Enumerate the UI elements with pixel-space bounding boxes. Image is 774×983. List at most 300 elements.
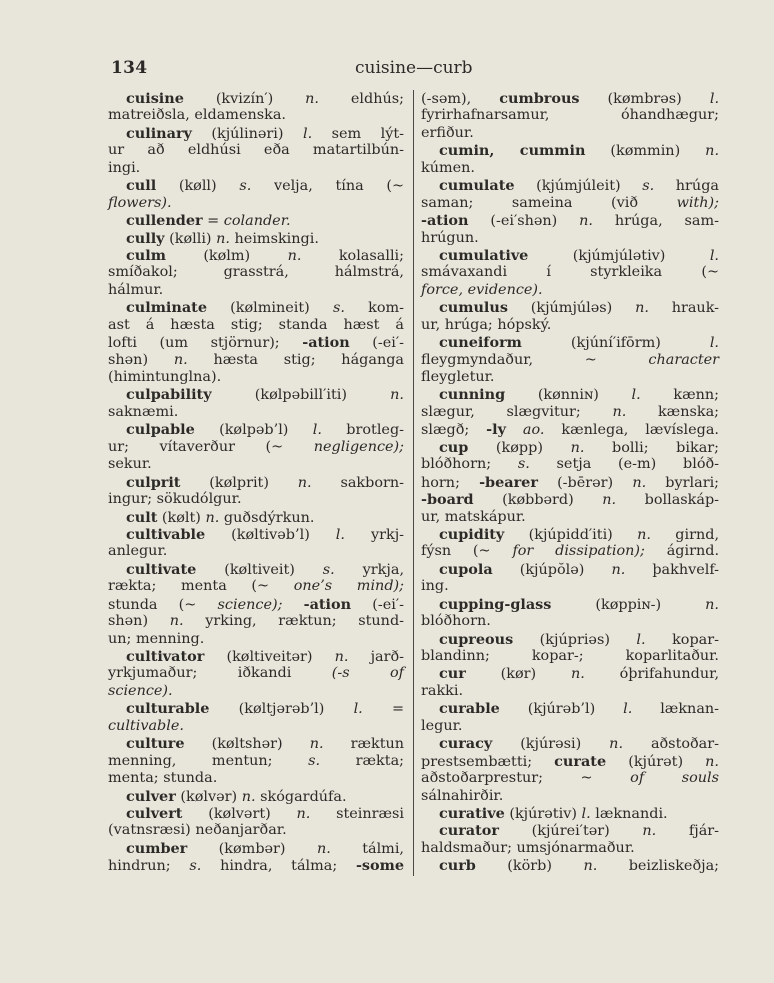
definition-text: (kjúmjúleit)	[536, 178, 621, 195]
definition-text: sakborn-	[340, 474, 405, 491]
italic-text: l.	[709, 91, 720, 107]
italic-text: l.	[709, 247, 720, 264]
definition-text: (vatnsræsi) neðanjarðar.	[108, 822, 287, 839]
headword: cupidity	[439, 525, 505, 543]
italic-text: colander.	[223, 213, 291, 230]
definition-text: ræktun	[350, 736, 405, 753]
headword: cultivable	[126, 525, 206, 543]
definition-text: (kjúpriəs)	[539, 631, 610, 648]
italic-text: s.	[642, 178, 655, 195]
definition-text: yrkjumaður; iðkandi	[108, 665, 292, 682]
definition-text: blóðhorn;	[421, 456, 492, 473]
entry-line	[421, 735, 719, 752]
headword: cuisine	[126, 90, 184, 107]
definition-text: velja, tína (~	[273, 178, 405, 195]
entry-line	[108, 439, 404, 456]
entry-line	[108, 282, 404, 299]
entry-line	[108, 421, 404, 438]
entry-line	[421, 421, 719, 438]
headword: cuneiform	[439, 334, 522, 352]
headword: curable	[439, 700, 500, 718]
definition-text: ur að eldhúsi eða matartilbún-	[108, 142, 404, 159]
definition-text: (kølli)	[169, 230, 212, 247]
definition-text: girnd,	[675, 526, 720, 543]
right-column	[421, 90, 719, 875]
headword: cull	[126, 177, 157, 195]
headword: -board	[421, 491, 474, 509]
entry-line	[421, 404, 719, 421]
headword: cupreous	[439, 630, 514, 648]
entry-line	[421, 247, 719, 264]
entry-line	[108, 840, 404, 857]
headword: culm	[126, 246, 166, 264]
entry-line	[421, 718, 719, 735]
entry-line	[421, 282, 719, 299]
definition-text: jarð-	[370, 649, 405, 665]
entry-line	[108, 195, 404, 212]
definition-text: stunda (~	[108, 596, 197, 613]
entry-line	[108, 317, 404, 334]
column-divider	[413, 90, 414, 876]
headword: cultivate	[126, 560, 197, 578]
italic-text: n.	[241, 788, 256, 805]
definition-text: (kønniɴ)	[537, 387, 599, 404]
entry-line	[421, 578, 719, 595]
definition-text: beizliskeðja;	[628, 858, 719, 875]
definition-text: (kjúní′ifōrm)	[570, 335, 661, 352]
entry-line	[421, 753, 719, 770]
definition-text: ingur; sökudólgur.	[108, 491, 242, 508]
definition-text: (kjúpŏlə)	[519, 561, 585, 578]
italic-text: l.	[631, 387, 641, 404]
definition-text: fjár-	[688, 823, 720, 840]
headword: cumber	[126, 839, 188, 857]
entry-line	[421, 665, 719, 682]
entry-line	[108, 369, 404, 386]
headword: culprit	[126, 473, 181, 491]
entry-line	[108, 230, 404, 247]
italic-text: n.	[390, 387, 404, 404]
definition-text: anlegur.	[108, 543, 168, 560]
italic-text: s.	[239, 178, 252, 195]
entry-line	[421, 125, 719, 142]
definition-text: (himintunglna).	[108, 369, 222, 385]
entry-line	[108, 404, 404, 421]
entry-line	[421, 509, 719, 526]
italic-text: s.	[189, 858, 202, 875]
italic-text: n.	[612, 403, 627, 420]
definition-text: (køltshər)	[211, 736, 283, 753]
definition-text: yrking, ræktun; stund-	[205, 613, 405, 630]
headword: cumulate	[439, 177, 515, 195]
entry-line	[421, 683, 719, 700]
definition-text: un; menning.	[108, 630, 205, 647]
italic-text: science);	[217, 596, 283, 613]
definition-text: skógardúfa.	[260, 788, 347, 805]
definition-text: (kør)	[500, 666, 537, 683]
italic-text: n.	[609, 736, 624, 753]
italic-text: flowers).	[108, 194, 172, 211]
entry-line	[108, 805, 404, 822]
definition-text: (kømbrəs)	[607, 91, 682, 107]
entry-line	[108, 247, 404, 264]
definition-text: ur, hrúga; hópský.	[421, 316, 552, 333]
italic-text: n.	[173, 351, 188, 368]
entry-line	[421, 107, 719, 124]
headword: -ly	[486, 421, 506, 439]
italic-text: n.	[309, 736, 324, 753]
italic-text: n.	[705, 596, 719, 613]
running-head: cuisine—curb	[355, 58, 473, 78]
entry-line	[108, 90, 404, 107]
definition-text: rækta; menta (~	[108, 578, 270, 595]
definition-text: (kømmin)	[610, 143, 681, 160]
italic-text: l.	[581, 805, 591, 822]
entry-line	[108, 735, 404, 752]
definition-text: lofti (um stjörnur);	[108, 335, 280, 352]
headword: culpable	[126, 421, 195, 439]
headword: cult	[126, 508, 158, 526]
definition-text: (kømbər)	[218, 840, 286, 857]
entry-line	[108, 142, 404, 159]
italic-text: l.	[312, 422, 322, 439]
definition-text: prestsembætti;	[421, 753, 533, 770]
italic-text: l.	[302, 125, 313, 142]
entry-line	[421, 264, 719, 281]
definition-text: matreiðsla, eldamenska.	[108, 107, 286, 124]
definition-text: setja (e-m) blóð-	[556, 456, 720, 473]
definition-text: ast á hæsta stig; standa hæst á	[108, 316, 404, 333]
italic-text: character	[648, 351, 720, 368]
headword: cumulus	[439, 299, 508, 317]
italic-text: n.	[642, 823, 657, 840]
definition-text: læknandi.	[595, 805, 668, 822]
entry-line	[421, 596, 719, 613]
definition-text: hrúga	[675, 178, 719, 195]
entry-line	[108, 352, 404, 369]
definition-text: eldhús;	[350, 91, 405, 107]
entry-line	[421, 317, 719, 334]
definition-text: yrkja,	[362, 561, 405, 578]
definition-text: óþrifahundur,	[619, 666, 720, 683]
definition-text: steinræsi	[336, 805, 405, 822]
headword: culpability	[126, 386, 212, 404]
definition-text: hrúga, sam-	[614, 213, 719, 230]
definition-text: kúmen.	[421, 159, 475, 176]
italic-text: s.	[308, 752, 321, 769]
entry-line	[421, 90, 719, 107]
definition-text: (kølmineit)	[230, 300, 310, 317]
definition-text: (køltiveitər)	[226, 649, 313, 665]
definition-text: (-ei′shən)	[490, 213, 558, 230]
entry-line	[421, 648, 719, 665]
entry-line	[421, 526, 719, 543]
entry-line	[108, 125, 404, 142]
italic-text: n.	[579, 213, 593, 230]
entry-line	[108, 386, 404, 403]
headword: culminate	[126, 299, 207, 317]
definition-text: (kølprit)	[209, 474, 269, 491]
definition-text: haldsmaður; umsjónarmaður.	[421, 839, 635, 856]
entry-line	[421, 857, 719, 874]
definition-text: ur, matskápur.	[421, 508, 526, 525]
definition-text: shən)	[108, 351, 149, 368]
definition-text: byrlari;	[665, 474, 720, 491]
headword: culturable	[126, 700, 210, 718]
italic-text: of souls	[630, 770, 720, 787]
entry-line	[421, 613, 719, 630]
definition-text: (kjúrəb’l)	[527, 701, 596, 718]
left-column	[108, 90, 404, 875]
definition-text: (køltivəb’l)	[231, 526, 310, 543]
italic-text: n.	[216, 230, 230, 247]
italic-text: l.	[636, 631, 646, 648]
definition-text: (körb)	[507, 858, 553, 875]
definition-text: slægur, slægvitur;	[421, 403, 581, 420]
headword: cumin, cummin	[439, 142, 586, 160]
definition-text: ur; vítaverður (~	[108, 438, 284, 455]
definition-text: (kjúpidd′iti)	[528, 526, 613, 543]
headword: cupola	[439, 560, 493, 578]
italic-text: with);	[676, 194, 720, 211]
headword: curate	[554, 752, 607, 770]
headword: curative	[439, 804, 505, 822]
entry-line	[108, 753, 404, 770]
definition-text: (køll)	[178, 178, 217, 195]
definition-text: (kølpəb’l)	[219, 422, 289, 439]
definition-text: (kjúmjúlətiv)	[572, 247, 666, 264]
italic-text: science).	[108, 682, 173, 699]
definition-text: rækta;	[355, 752, 404, 769]
italic-text: s.	[332, 300, 345, 317]
definition-text: fyrirhafnarsamur, óhandhægur;	[421, 107, 719, 124]
definition-text: (kjúrei′tər)	[531, 823, 610, 840]
definition-text: sem lýt-	[331, 125, 405, 142]
definition-text: kænn;	[673, 387, 720, 404]
entry-line	[108, 822, 404, 839]
entry-line	[108, 683, 404, 700]
definition-text: aðstoðarprestur; ~	[421, 770, 593, 787]
entry-line	[421, 840, 719, 857]
italic-text: n.	[570, 439, 585, 456]
headword: -ation	[303, 595, 352, 613]
definition-text: sekur.	[108, 456, 152, 473]
definition-text: bolli; bikar;	[612, 439, 719, 456]
definition-text: kopar-	[672, 631, 719, 648]
definition-text: (kølm)	[203, 247, 251, 264]
definition-text: sálnahirðir.	[421, 787, 504, 804]
headword: curb	[439, 857, 476, 875]
entry-line	[108, 770, 404, 787]
page-number: 134	[111, 58, 148, 78]
entry-line	[108, 264, 404, 281]
entry-line	[108, 474, 404, 491]
entry-line	[108, 561, 404, 578]
entry-line	[108, 578, 404, 595]
entry-line	[108, 526, 404, 543]
entry-line	[108, 491, 404, 508]
italic-text: n.	[583, 858, 598, 875]
italic-text: n.	[169, 613, 184, 630]
italic-text: cultivable.	[108, 717, 184, 734]
definition-text: shən)	[108, 613, 149, 630]
definition-text: ing.	[421, 578, 449, 595]
entry-line	[421, 822, 719, 839]
italic-text: n.	[297, 474, 312, 491]
entry-line	[421, 474, 719, 491]
entry-line	[421, 543, 719, 560]
entry-line	[421, 770, 719, 787]
definition-text: smávaxandi í styrkleika (~	[421, 264, 719, 281]
italic-text: n.	[334, 649, 349, 665]
italic-text: n.	[632, 474, 647, 491]
entry-line	[108, 543, 404, 560]
italic-text: force, evidence).	[421, 281, 543, 298]
definition-text: erfiður.	[421, 124, 474, 141]
entry-line	[108, 631, 404, 648]
headword: cully	[126, 229, 165, 247]
definition-text: kolasalli;	[338, 247, 404, 264]
entry-line	[421, 491, 719, 508]
definition-text: læknan-	[660, 701, 720, 718]
definition-text: (-səm),	[421, 91, 472, 107]
definition-text: aðstoðar-	[650, 736, 719, 753]
definition-text: fleygmyndaður, ~	[421, 351, 597, 368]
entry-line	[421, 212, 719, 229]
entry-line	[421, 631, 719, 648]
entry-line	[421, 805, 719, 822]
headword: -bearer	[479, 473, 538, 491]
italic-text: l.	[335, 526, 345, 543]
headword: culver	[126, 787, 176, 805]
definition-text: (kvizín′)	[215, 91, 274, 107]
entry-line	[108, 718, 404, 735]
entry-line	[421, 788, 719, 805]
definition-text: kænska;	[657, 403, 720, 420]
italic-text: n.	[705, 753, 719, 770]
entry-line	[108, 788, 404, 805]
italic-text: n.	[205, 509, 220, 526]
definition-text: (kjúmjúləs)	[530, 300, 613, 317]
definition-text: (kjúrəsi)	[520, 736, 582, 753]
headword: culinary	[126, 124, 192, 142]
definition-text: (kjúrət)	[628, 753, 684, 770]
entry-line	[421, 299, 719, 316]
definition-text: blandinn; kopar-; koparlitaður.	[421, 648, 719, 664]
headword: culvert	[126, 804, 183, 822]
italic-text: n.	[611, 561, 626, 578]
definition-text: bollaskáp-	[644, 492, 720, 509]
definition-text: (kjúrətiv)	[509, 805, 577, 822]
entry-line	[108, 212, 404, 229]
italic-text: n.	[296, 805, 311, 822]
headword: cupping-glass	[439, 595, 552, 613]
entry-line	[108, 700, 404, 717]
italic-text: l.	[623, 701, 633, 718]
definition-text: hindra, tálma;	[220, 858, 338, 875]
headword: -ation	[421, 212, 469, 230]
headword: cunning	[439, 386, 506, 404]
definition-text: (køltiveit)	[224, 561, 295, 578]
definition-text: saknæmi.	[108, 403, 179, 420]
italic-text: n.	[316, 840, 331, 857]
definition-text: slægð;	[421, 422, 470, 439]
entry-line	[108, 334, 404, 351]
definition-text: tálmi,	[362, 840, 404, 857]
definition-text: (-ei′-	[372, 596, 405, 613]
definition-text: horn;	[421, 474, 460, 491]
definition-text: (-bērər)	[557, 474, 614, 491]
definition-text: (købbərd)	[502, 492, 574, 509]
italic-text: l.	[353, 701, 363, 718]
definition-text: yrkj-	[370, 526, 405, 543]
definition-text: (kølt)	[161, 509, 201, 526]
definition-text: smíðakol; grasstrá, hálmstrá,	[108, 264, 404, 281]
definition-text: hindrun;	[108, 858, 171, 875]
italic-text: n.	[637, 526, 651, 543]
entry-line	[108, 648, 404, 665]
entry-line	[421, 177, 719, 194]
entry-line	[108, 456, 404, 473]
definition-text: ágirnd.	[666, 543, 720, 560]
definition-text: hrauk-	[671, 300, 720, 317]
headword: curator	[439, 822, 499, 840]
definition-text: ingi.	[108, 159, 141, 176]
headword: cur	[439, 665, 466, 683]
headword: cultivator	[126, 648, 205, 665]
entry-line	[421, 195, 719, 212]
definition-text: fleygletur.	[421, 369, 495, 385]
entry-line	[421, 456, 719, 473]
headword: -ation	[302, 334, 350, 352]
entry-line	[421, 369, 719, 386]
headword: curacy	[439, 735, 493, 753]
italic-text: for dissipation);	[512, 543, 645, 560]
definition-text: (kjúlinəri)	[211, 125, 284, 142]
definition-text: rakki.	[421, 682, 464, 699]
entry-line	[108, 177, 404, 194]
headword: cumbrous	[499, 90, 580, 107]
definition-text: blóðhorn.	[421, 613, 491, 630]
italic-text: negligence);	[313, 438, 405, 455]
entry-line	[421, 439, 719, 456]
definition-text: (køppiɴ-)	[595, 596, 662, 613]
definition-text: menta; stunda.	[108, 770, 218, 787]
entry-line	[108, 665, 404, 682]
definition-text: fýsn (~	[421, 543, 491, 560]
definition-text: menning, mentun;	[108, 752, 273, 769]
definition-text: (-ei′-	[372, 335, 405, 352]
entry-line	[108, 299, 404, 316]
definition-text: =	[391, 701, 405, 718]
entry-line	[108, 160, 404, 177]
entry-line	[421, 334, 719, 351]
italic-text: s.	[517, 456, 530, 473]
headword: -some	[355, 857, 405, 875]
italic-text: n.	[570, 666, 585, 683]
headword: cup	[439, 438, 469, 456]
definition-text: (køltjərəb’l)	[238, 701, 325, 718]
italic-text: one’s mind);	[293, 578, 404, 595]
italic-text: n.	[287, 247, 302, 264]
entry-line	[421, 386, 719, 403]
entry-line	[108, 107, 404, 124]
definition-text: (kølvər)	[180, 788, 238, 805]
definition-text: (kølvərt)	[208, 805, 271, 822]
entry-line	[421, 352, 719, 369]
definition-text: heimskingi.	[234, 230, 319, 247]
definition-text: þakhvelf-	[652, 561, 720, 578]
